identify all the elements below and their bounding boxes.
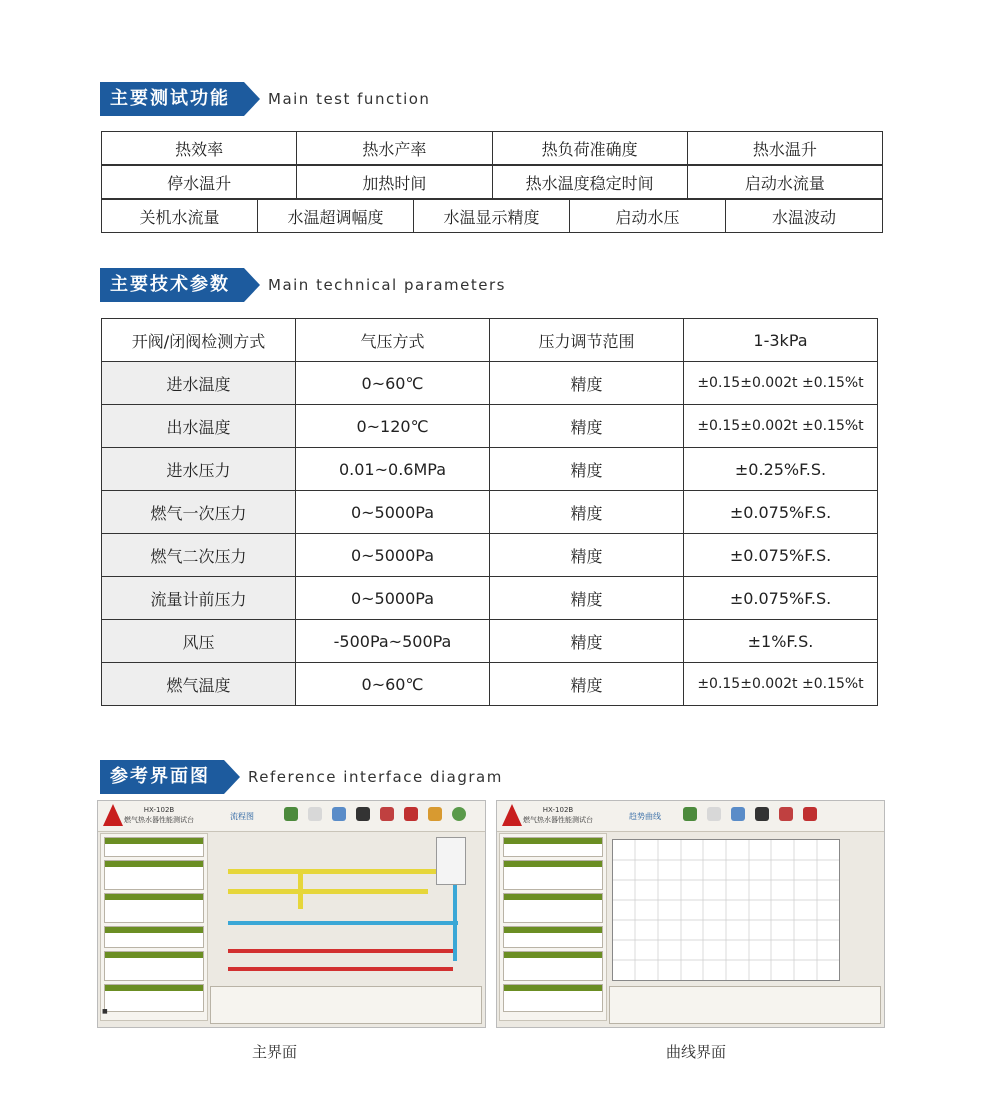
caption-main: 主界面 bbox=[252, 1043, 298, 1061]
clock-icon bbox=[452, 807, 466, 821]
function-cell: 加热时间 bbox=[297, 166, 492, 199]
toolbar-button-icon bbox=[755, 807, 769, 821]
screen-title: 流程图 bbox=[230, 812, 254, 821]
section-title-en: Reference interface diagram bbox=[248, 768, 503, 786]
function-cell: 启动水压 bbox=[570, 200, 726, 233]
param-name: 燃气一次压力 bbox=[102, 491, 296, 534]
function-cell: 热水温升 bbox=[687, 132, 882, 165]
functions-table bbox=[101, 131, 883, 233]
data-panel bbox=[100, 833, 208, 1021]
toolbar-button-icon bbox=[683, 807, 697, 821]
param-range: 0~60℃ bbox=[296, 663, 490, 706]
param-label: 精度 bbox=[490, 362, 684, 405]
hot-water-pipe bbox=[228, 967, 453, 971]
function-cell: 热水产率 bbox=[297, 132, 492, 165]
param-name: 进水压力 bbox=[102, 448, 296, 491]
section-title-en: Main technical parameters bbox=[268, 276, 506, 294]
screen-title: 趋势曲线 bbox=[629, 812, 661, 821]
toolbar-button-icon bbox=[380, 807, 394, 821]
params-header-row bbox=[102, 319, 878, 362]
param-label: 精度 bbox=[490, 534, 684, 577]
param-label: 精度 bbox=[490, 577, 684, 620]
param-accuracy: ±0.075%F.S. bbox=[684, 491, 878, 534]
app-name: 燃气热水器性能测试台 bbox=[523, 816, 593, 824]
params-row bbox=[102, 534, 878, 577]
app-model: HX-102B bbox=[143, 806, 175, 814]
function-cell: 热水温度稳定时间 bbox=[492, 166, 687, 199]
function-cell: 停水温升 bbox=[102, 166, 297, 199]
param-accuracy: ±0.075%F.S. bbox=[684, 534, 878, 577]
function-cell: 关机水流量 bbox=[102, 200, 258, 233]
toolbar-button-icon bbox=[731, 807, 745, 821]
toolbar-button-icon bbox=[404, 807, 418, 821]
params-row bbox=[102, 448, 878, 491]
params-table bbox=[101, 318, 878, 706]
params-row bbox=[102, 663, 878, 706]
params-cell: 1-3kPa bbox=[684, 319, 878, 362]
section-header-params bbox=[100, 268, 506, 302]
function-cell: 热负荷准确度 bbox=[492, 132, 687, 165]
params-cell: 压力调节范围 bbox=[490, 319, 684, 362]
toolbar-button-icon bbox=[779, 807, 793, 821]
trend-plot-area bbox=[612, 839, 840, 981]
param-label: 精度 bbox=[490, 620, 684, 663]
params-row bbox=[102, 362, 878, 405]
gas-pipe bbox=[298, 869, 303, 909]
params-row bbox=[102, 491, 878, 534]
app-title bbox=[124, 805, 194, 825]
section-header-reference bbox=[100, 760, 503, 794]
param-range: 0~5000Pa bbox=[296, 491, 490, 534]
gas-pipe bbox=[228, 869, 458, 874]
param-range: 0.01~0.6MPa bbox=[296, 448, 490, 491]
params-cell: 气压方式 bbox=[296, 319, 490, 362]
param-label: 精度 bbox=[490, 491, 684, 534]
company-logo-icon bbox=[502, 804, 522, 826]
param-label: 精度 bbox=[490, 405, 684, 448]
toolbar-button-icon bbox=[707, 807, 721, 821]
toolbar-button-icon bbox=[428, 807, 442, 821]
water-heater-icon bbox=[436, 837, 466, 885]
toolbar-button-icon bbox=[803, 807, 817, 821]
main-interface-screenshot bbox=[97, 800, 486, 1028]
app-model: HX-102B bbox=[542, 806, 574, 814]
toolbar-button-icon bbox=[332, 807, 346, 821]
gas-pipe bbox=[228, 889, 428, 894]
param-name: 流量计前压力 bbox=[102, 577, 296, 620]
params-row bbox=[102, 405, 878, 448]
app-toolbar bbox=[497, 801, 884, 832]
section-header-functions bbox=[100, 82, 430, 116]
params-row bbox=[102, 577, 878, 620]
param-label: 精度 bbox=[490, 448, 684, 491]
toolbar-button-icon bbox=[308, 807, 322, 821]
param-name: 出水温度 bbox=[102, 405, 296, 448]
section-title-cn: 参考界面图 bbox=[100, 760, 224, 794]
function-cell: 水温波动 bbox=[726, 200, 883, 233]
param-accuracy: ±0.15±0.002t ±0.15%t bbox=[684, 405, 878, 448]
function-cell: 热效率 bbox=[102, 132, 297, 165]
function-row bbox=[101, 199, 883, 233]
caption-curve: 曲线界面 bbox=[666, 1043, 727, 1061]
param-range: 0~120℃ bbox=[296, 405, 490, 448]
params-cell: 开阀/闭阀检测方式 bbox=[102, 319, 296, 362]
function-row bbox=[101, 165, 883, 199]
curve-interface-screenshot bbox=[496, 800, 885, 1028]
param-range: 0~5000Pa bbox=[296, 577, 490, 620]
function-cell: 水温超调幅度 bbox=[258, 200, 414, 233]
param-accuracy: ±1%F.S. bbox=[684, 620, 878, 663]
param-label: 精度 bbox=[490, 663, 684, 706]
param-name: 进水温度 bbox=[102, 362, 296, 405]
control-panel bbox=[210, 986, 482, 1024]
param-range: -500Pa~500Pa bbox=[296, 620, 490, 663]
app-toolbar bbox=[98, 801, 485, 832]
section-title-cn: 主要测试功能 bbox=[100, 82, 244, 116]
toolbar-button-icon bbox=[284, 807, 298, 821]
app-title bbox=[523, 805, 593, 825]
section-title-cn: 主要技术参数 bbox=[100, 268, 244, 302]
param-name: 燃气温度 bbox=[102, 663, 296, 706]
param-accuracy: ±0.075%F.S. bbox=[684, 577, 878, 620]
water-pipe bbox=[228, 921, 458, 925]
function-row bbox=[101, 131, 883, 165]
remaining-time-label: ■ bbox=[102, 1008, 108, 1015]
param-accuracy: ±0.15±0.002t ±0.15%t bbox=[684, 362, 878, 405]
data-panel bbox=[499, 833, 607, 1021]
company-logo-icon bbox=[103, 804, 123, 826]
app-name: 燃气热水器性能测试台 bbox=[124, 816, 194, 824]
section-title-en: Main test function bbox=[268, 90, 431, 108]
param-name: 燃气二次压力 bbox=[102, 534, 296, 577]
param-accuracy: ±0.15±0.002t ±0.15%t bbox=[684, 663, 878, 706]
hot-water-pipe bbox=[228, 949, 453, 953]
param-range: 0~60℃ bbox=[296, 362, 490, 405]
function-cell: 启动水流量 bbox=[687, 166, 882, 199]
function-cell: 水温显示精度 bbox=[414, 200, 570, 233]
params-row bbox=[102, 620, 878, 663]
trend-grid bbox=[613, 840, 839, 980]
param-name: 风压 bbox=[102, 620, 296, 663]
param-accuracy: ±0.25%F.S. bbox=[684, 448, 878, 491]
param-range: 0~5000Pa bbox=[296, 534, 490, 577]
curve-control-panel bbox=[609, 986, 881, 1024]
toolbar-button-icon bbox=[356, 807, 370, 821]
